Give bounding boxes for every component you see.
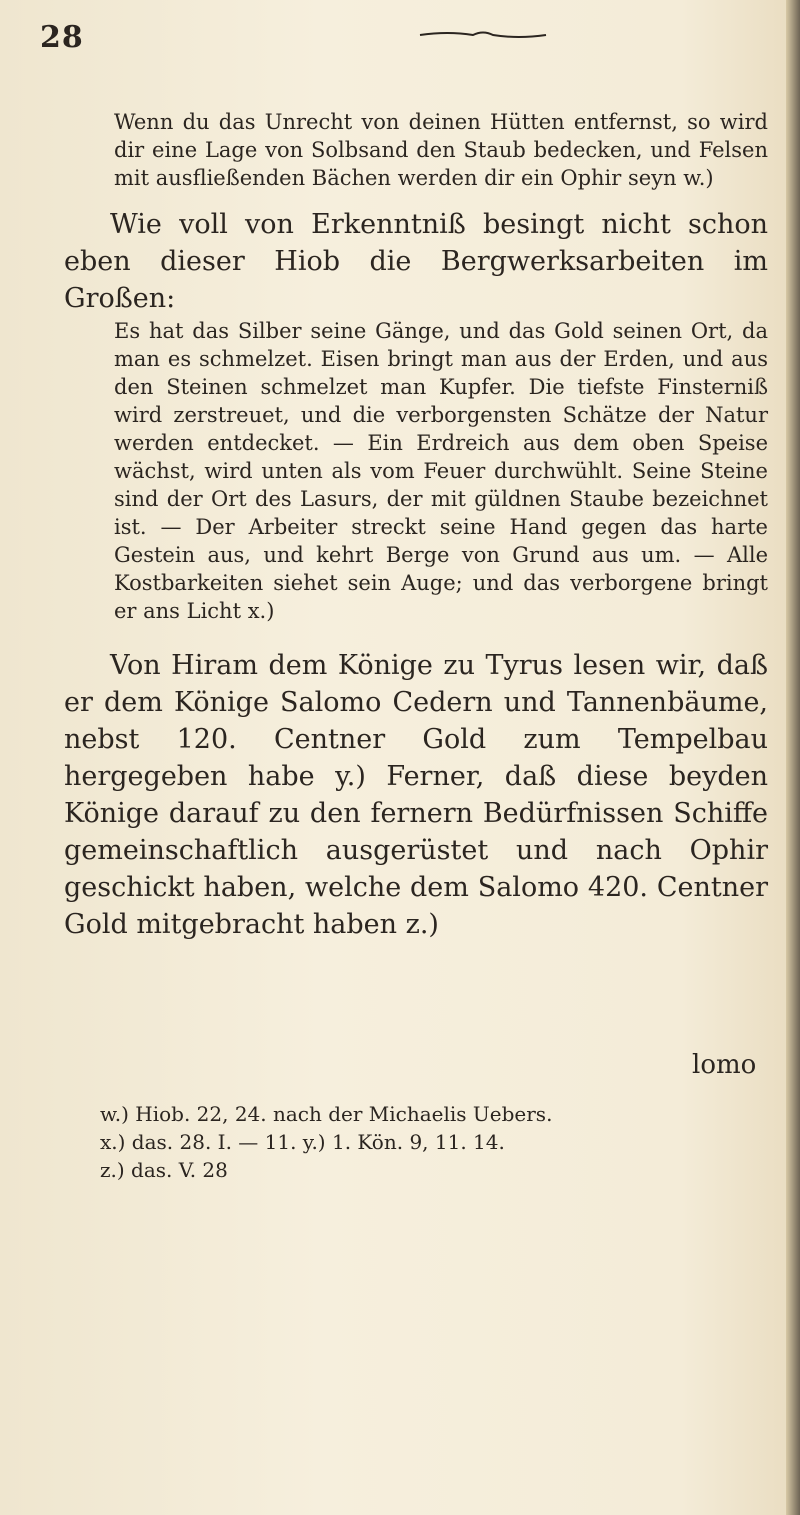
page-edge-shadow (786, 0, 800, 1515)
catchword: lomo (692, 1050, 757, 1080)
footnote-z: z.) das. V. 28 (100, 1158, 228, 1182)
scripture-quote-job-28: Es hat das Silber seine Gänge, und das Gold seinen Ort, da man es schmelzet. Eisen bringt man aus der Erden, und aus den Steinen schmelzet man Kupfer. Die tiefste Finsterniß wird zerstreuet, und die verborgensten Schätze der Natur werden entdecket. — Ein Erdreich aus dem oben Speise wächst, wird unten als vom Feuer durchwühlt. Seine Steine sind der Ort des Lasurs, der mit güldnen Staube bezeichnet ist. — Der Arbeiter streckt seine Hand gegen das harte Gestein aus, und kehrt Berge von Grund aus um. — Alle Kostbarkeiten siehet sein Auge; und das verborgene bringt er ans Licht x.) (114, 319, 768, 623)
paragraph-intro: Wie voll von Erkenntniß besingt nicht schon eben dieser Hiob die Bergwerksarbeiten im Großen: (64, 209, 768, 314)
footnotes (100, 1100, 760, 1184)
footnote-w: w.) Hiob. 22, 24. nach der Michaelis Uebers. (100, 1102, 553, 1126)
main-text (40, 108, 768, 943)
paragraph-hiram: Von Hiram dem Könige zu Tyrus lesen wir, daß er dem Könige Salomo Cedern und Tannenbäume, nebst 120. Centner Gold zum Tempelbau hergegeben habe y.) Ferner, daß diese beyden Könige darauf zu den fernern Bedürfnissen Schiffe gemeinschaftlich ausgerüstet und nach Ophir geschickt haben, welche dem Salomo 420. Centner Gold mitgebracht haben z.) (64, 650, 768, 940)
page-number: 28 (40, 20, 84, 55)
header-ornament (418, 30, 548, 40)
footnote-x-y: x.) das. 28. I. — 11. y.) 1. Kön. 9, 11. 14. (100, 1130, 505, 1154)
scripture-quote-job-22: Wenn du das Unrecht von deinen Hütten entfernst, so wird dir eine Lage von Solbsand den Staub bedecken, und Felsen mit ausfließenden Bächen werden dir ein Ophir seyn w.) (114, 110, 768, 190)
